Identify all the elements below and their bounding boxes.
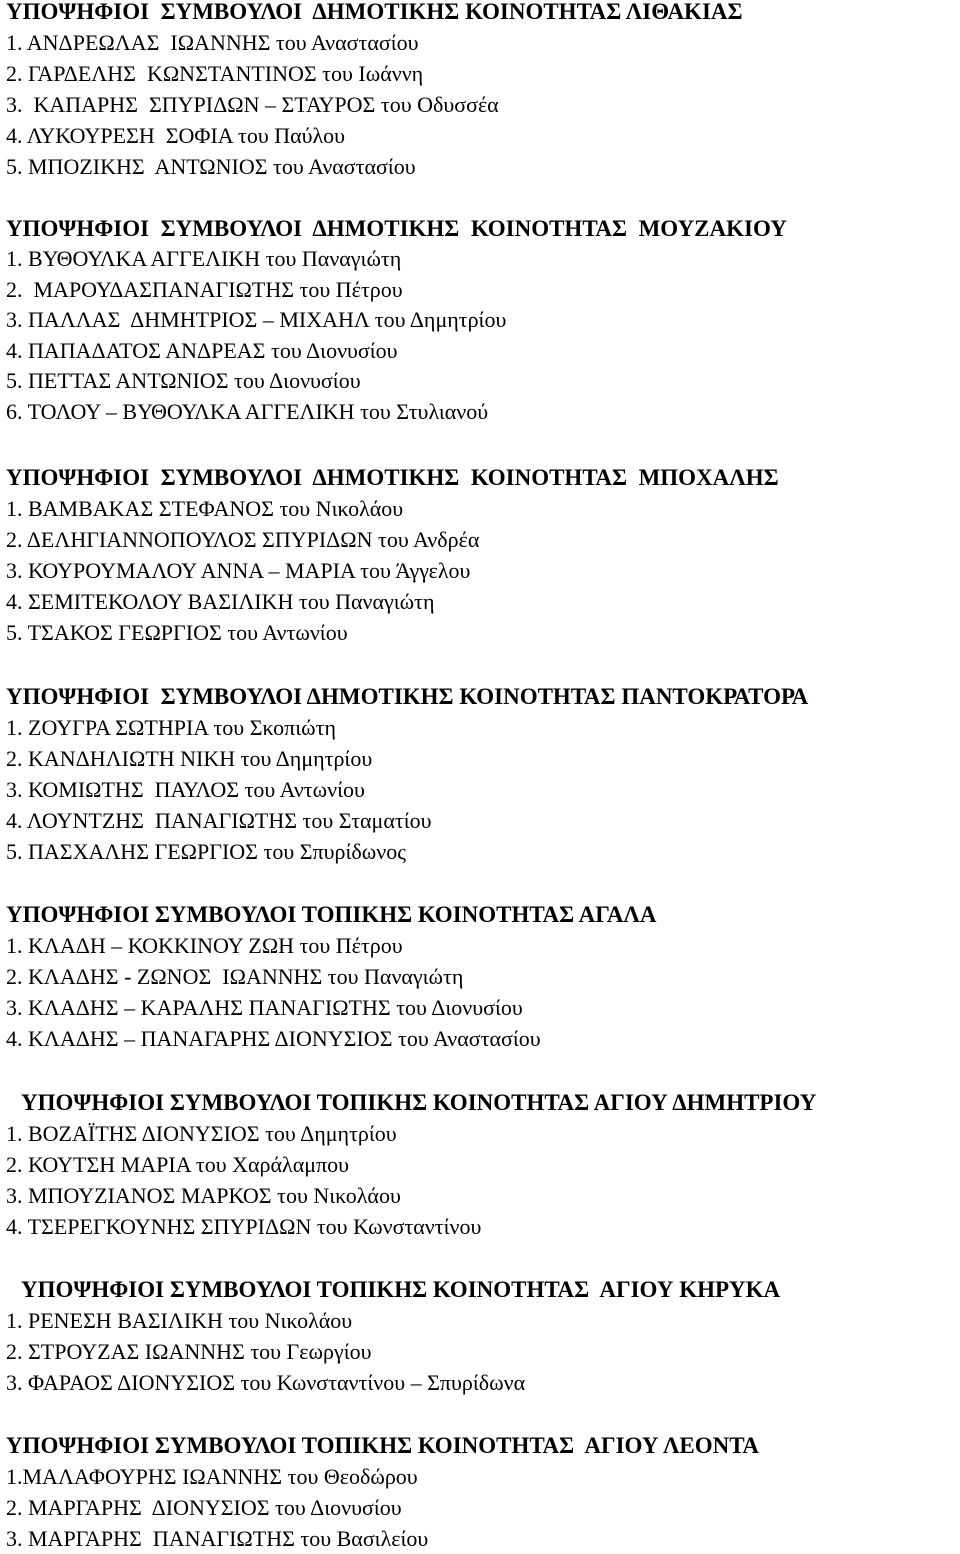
candidate-line: 4. ΛΥΚΟΥΡΕΣΗ ΣΟΦΙΑ του Παύλου bbox=[6, 123, 346, 148]
candidate-line: 1. ΚΛΑΔΗ – ΚΟΚΚΙΝΟΥ ΖΩΗ του Πέτρου bbox=[6, 933, 403, 958]
candidate-line: 2. ΣΤΡΟΥΖΑΣ ΙΩΑΝΝΗΣ του Γεωργίου bbox=[6, 1339, 372, 1364]
candidate-line: 1. ΒΥΘΟΥΛΚΑ ΑΓΓΕΛΙΚΗ του Παναγιώτη bbox=[6, 246, 402, 271]
section-heading: ΥΠΟΨΗΦΙΟΙ ΣΥΜΒΟΥΛΟΙ ΤΟΠΙΚΗΣ ΚΟΙΝΟΤΗΤΑΣ ΑΓΙΟΥ ΛΕΟΝΤΑ bbox=[6, 1433, 759, 1458]
candidate-line: 3. ΦΑΡΑΟΣ ΔΙΟΝΥΣΙΟΣ του Κωνσταντίνου – Σπυρίδωνα bbox=[6, 1370, 526, 1395]
section-heading: ΥΠΟΨΗΦΙΟΙ ΣΥΜΒΟΥΛΟΙ ΔΗΜΟΤΙΚΗΣ ΚΟΙΝΟΤΗΤΑΣ ΜΟΥΖΑΚΙΟΥ bbox=[6, 216, 787, 241]
section-heading: ΥΠΟΨΗΦΙΟΙ ΣΥΜΒΟΥΛΟΙ ΤΟΠΙΚΗΣ ΚΟΙΝΟΤΗΤΑΣ ΑΓΑΛΑ bbox=[6, 902, 657, 927]
candidate-line: 5. ΠΑΣΧΑΛΗΣ ΓΕΩΡΓΙΟΣ του Σπυρίδωνος bbox=[6, 839, 406, 864]
section-heading: ΥΠΟΨΗΦΙΟΙ ΣΥΜΒΟΥΛΟΙ ΔΗΜΟΤΙΚΗΣ ΚΟΙΝΟΤΗΤΑΣ ΠΑΝΤΟΚΡΑΤΟΡΑ bbox=[6, 684, 809, 709]
candidate-line: 2. ΓΑΡΔΕΛΗΣ ΚΩΝΣΤΑΝΤΙΝΟΣ του Ιωάννη bbox=[6, 61, 424, 86]
section-mouzaki bbox=[0, 213, 960, 428]
section-pantokratoras bbox=[0, 681, 960, 867]
section-agalas bbox=[0, 899, 960, 1054]
candidate-line: 3. ΚΟΥΡΟΥΜΑΛΟΥ ΑΝΝΑ – ΜΑΡΙΑ του Άγγελου bbox=[6, 558, 471, 583]
candidate-line: 3. ΜΠΟΥΖΙΑΝΟΣ ΜΑΡΚΟΣ του Νικολάου bbox=[6, 1183, 401, 1208]
candidate-line: 5. ΤΣΑΚΟΣ ΓΕΩΡΓΙΟΣ του Αντωνίου bbox=[6, 620, 348, 645]
section-heading: ΥΠΟΨΗΦΙΟΙ ΣΥΜΒΟΥΛΟΙ ΤΟΠΙΚΗΣ ΚΟΙΝΟΤΗΤΑΣ ΑΓΙΟΥ ΔΗΜΗΤΡΙΟΥ bbox=[21, 1090, 817, 1115]
section-agios-dimitrios bbox=[0, 1087, 960, 1242]
candidate-line: 4. ΚΛΑΔΗΣ – ΠΑΝΑΓΑΡΗΣ ΔΙΟΝΥΣΙΟΣ του Αναστασίου bbox=[6, 1026, 541, 1051]
section-agios-leontas bbox=[0, 1430, 960, 1554]
candidate-line: 1.ΜΑΛΑΦΟΥΡΗΣ ΙΩΑΝΝΗΣ του Θεοδώρου bbox=[6, 1464, 418, 1489]
candidate-line: 2. ΚΛΑΔΗΣ - ΖΩΝΟΣ ΙΩΑΝΝΗΣ του Παναγιώτη bbox=[6, 964, 464, 989]
candidate-line: 5. ΠΕΤΤΑΣ ΑΝΤΩΝΙΟΣ του Διονυσίου bbox=[6, 368, 361, 394]
candidate-line: 2. ΜΑΡΓΑΡΗΣ ΔΙΟΝΥΣΙΟΣ του Διονυσίου bbox=[6, 1495, 402, 1520]
section-bochali bbox=[0, 462, 960, 648]
candidate-line: 5. ΜΠΟΖΙΚΗΣ ΑΝΤΩΝΙΟΣ του Αναστασίου bbox=[6, 154, 416, 179]
candidate-line: 3. ΚΟΜΙΩΤΗΣ ΠΑΥΛΟΣ του Αντωνίου bbox=[6, 777, 365, 802]
candidate-line: 1. ΒΟΖΑΪΤΗΣ ΔΙΟΝΥΣΙΟΣ του Δημητρίου bbox=[6, 1121, 397, 1146]
candidate-line: 3. ΚΑΠΑΡΗΣ ΣΠΥΡΙΔΩΝ – ΣΤΑΥΡΟΣ του Οδυσσέα bbox=[6, 92, 499, 117]
candidate-line: 4. ΠΑΠΑΔΑΤΟΣ ΑΝΔΡΕΑΣ του Διονυσίου bbox=[6, 337, 398, 363]
candidate-line: 1. ΖΟΥΓΡΑ ΣΩΤΗΡΙΑ του Σκοπιώτη bbox=[6, 715, 336, 740]
candidate-line: 1. ΒΑΜΒΑΚΑΣ ΣΤΕΦΑΝΟΣ του Νικολάου bbox=[6, 496, 404, 521]
section-heading: ΥΠΟΨΗΦΙΟΙ ΣΥΜΒΟΥΛΟΙ ΤΟΠΙΚΗΣ ΚΟΙΝΟΤΗΤΑΣ ΑΓΙΟΥ ΚΗΡΥΚΑ bbox=[21, 1277, 781, 1302]
candidate-line: 2. ΚΟΥΤΣΗ ΜΑΡΙΑ του Χαράλαμπου bbox=[6, 1152, 350, 1177]
candidate-line: 2. ΚΑΝΔΗΛΙΩΤΗ ΝΙΚΗ του Δημητρίου bbox=[6, 746, 373, 771]
section-lithakia bbox=[0, 0, 960, 182]
section-heading: ΥΠΟΨΗΦΙΟΙ ΣΥΜΒΟΥΛΟΙ ΔΗΜΟΤΙΚΗΣ ΚΟΙΝΟΤΗΤΑΣ ΜΠΟΧΑΛΗΣ bbox=[6, 465, 779, 490]
section-agios-kirykas bbox=[0, 1274, 960, 1398]
candidate-line: 1. ΡΕΝΕΣΗ ΒΑΣΙΛΙΚΗ του Νικολάου bbox=[6, 1308, 353, 1333]
candidate-line: 3. ΜΑΡΓΑΡΗΣ ΠΑΝΑΓΙΩΤΗΣ του Βασιλείου bbox=[6, 1526, 429, 1551]
candidate-line: 3. ΠΑΛΛΑΣ ΔΗΜΗΤΡΙΟΣ – ΜΙΧΑΗΛ του Δημητρίου bbox=[6, 307, 507, 333]
candidate-line: 2. ΔΕΛΗΓΙΑΝΝΟΠΟΥΛΟΣ ΣΠΥΡΙΔΩΝ του Ανδρέα bbox=[6, 527, 480, 552]
section-heading: ΥΠΟΨΗΦΙΟΙ ΣΥΜΒΟΥΛΟΙ ΔΗΜΟΤΙΚΗΣ ΚΟΙΝΟΤΗΤΑΣ ΛΙΘΑΚΙΑΣ bbox=[6, 0, 743, 24]
candidate-line: 3. ΚΛΑΔΗΣ – ΚΑΡΑΛΗΣ ΠΑΝΑΓΙΩΤΗΣ του Διονυσίου bbox=[6, 995, 523, 1020]
candidate-line: 1. ΑΝΔΡΕΩΛΑΣ ΙΩΑΝΝΗΣ του Αναστασίου bbox=[6, 30, 419, 55]
candidate-line: 4. ΣΕΜΙΤΕΚΟΛΟΥ ΒΑΣΙΛΙΚΗ του Παναγιώτη bbox=[6, 589, 435, 614]
candidate-line: 2. ΜΑΡΟΥΔΑΣΠΑΝΑΓΙΩΤΗΣ του Πέτρου bbox=[6, 276, 403, 302]
candidate-line: 6. ΤΟΛΟΥ – ΒΥΘΟΥΛΚΑ ΑΓΓΕΛΙΚΗ του Στυλιανού bbox=[6, 398, 489, 424]
candidate-line: 4. ΛΟΥΝΤΖΗΣ ΠΑΝΑΓΙΩΤΗΣ του Σταματίου bbox=[6, 808, 432, 833]
candidate-line: 4. ΤΣΕΡΕΓΚΟΥΝΗΣ ΣΠΥΡΙΔΩΝ του Κωνσταντίνου bbox=[6, 1214, 482, 1239]
